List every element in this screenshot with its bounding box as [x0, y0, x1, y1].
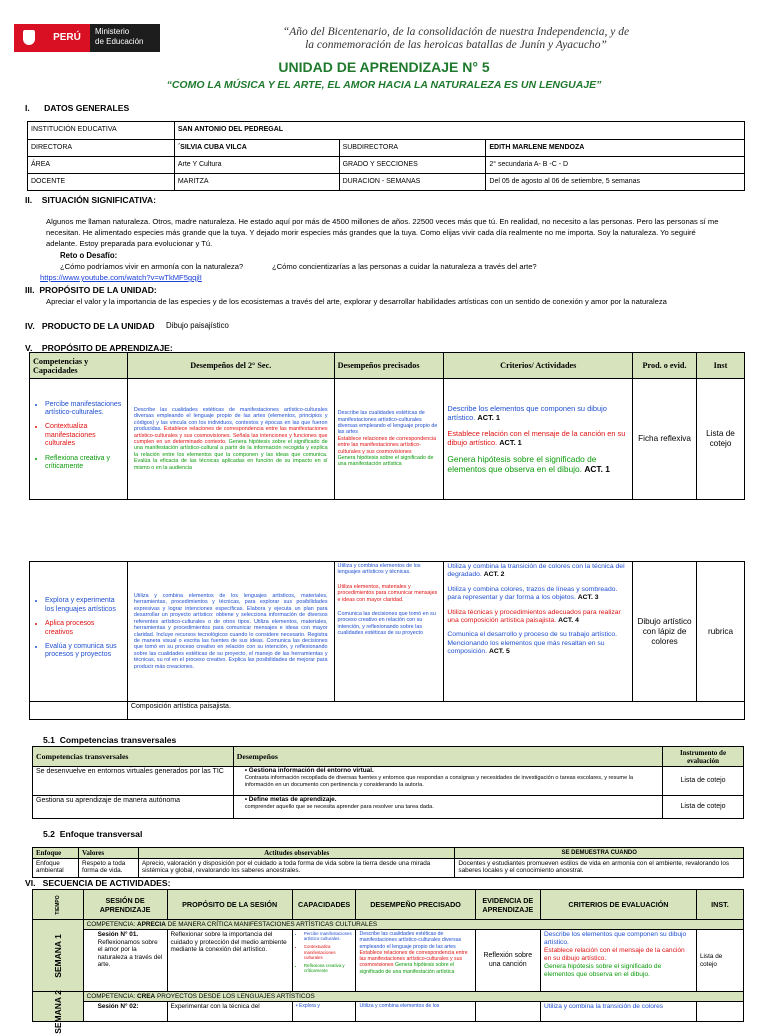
learning-footer: Composición artística paisajista.: [127, 702, 744, 720]
competence-rest: PROYECTOS DESDE LOS LENGUAJES ARTÍSTICOS: [156, 993, 315, 1000]
approach-enfoque: Enfoque ambiental: [33, 859, 79, 878]
week-label: SEMANA 2: [52, 990, 63, 1034]
general-value: SAN ANTONIO DEL PEDREGAL: [174, 122, 744, 140]
learning-heading: V. PROPÓSITO DE APRENDIZAJE:: [25, 343, 173, 353]
purpose-heading: III. PROPÓSITO DE LA UNIDAD:: [25, 285, 157, 295]
capacity-item: • Reflexiona creativa y críticamente: [45, 455, 124, 472]
logo-ministry-line2: de Educación: [95, 37, 144, 46]
general-label: INSTITUCIÓN EDUCATIVA: [28, 122, 175, 140]
approach-demonstrates: Docentes y estudiantes promueven estilos de vida en armonía con el ambiente, revalorando los saberes locales y el conocimiento ancestral.: [455, 859, 744, 878]
session-row: Sesión N° 02: Experimentar con la técnica del • Explora y Utiliza y combina elementos de los Utiliza y combina la transición de colores: [33, 1002, 744, 1022]
transversal-instrument: Lista de cotejo: [663, 767, 744, 796]
precised-a: Utiliza y combina elementos de los lenguajes artísticos y técnicas.: [337, 563, 421, 576]
general-table: [27, 121, 745, 191]
ministry-logo: [14, 24, 160, 52]
learning-table: [29, 352, 745, 500]
transversal-competence: Gestiona su aprendizaje de manera autónoma: [33, 796, 234, 819]
transversal-row: Se desenvuelve en entornos virtuales generados por las TIC ▪ Gestiona información del entorno virtual. Contrasta información recopilada de diversas fuentes y entornos que respondan a consignas y necesidades de investigación o tareas escolares, y resume la información en un documento con pertinencia y considerando la autoría. Lista de cotejo: [33, 767, 744, 796]
activity-tag: ACT. 4: [558, 617, 579, 625]
peru-shield-icon: [14, 24, 44, 52]
session-instrument: Lista de cotejo: [696, 930, 743, 992]
capacity-item: Explora y: [298, 1003, 320, 1009]
approach-attitudes: Aprecio, valoración y disposición por el cuidado a toda forma de vida sobre la tierra desde una mirada sistémica y global, revalorando los saberes ancestrales.: [138, 859, 455, 878]
logo-ministry-line1: Ministerio: [95, 27, 130, 36]
col-header: Competencias transversales: [33, 747, 234, 767]
general-value: EDITH MARLENE MENDOZA: [486, 140, 745, 157]
challenge-question-1: ¿Cómo podríamos vivir en armonía con la naturaleza?: [60, 262, 244, 271]
competence-name: CREA: [137, 993, 156, 1000]
competence-rest: DE MANERA CRÍTICA MANIFESTACIONES ARTÍSTICAS CULTURALES: [167, 921, 378, 928]
activity-tag: ACT. 5: [488, 648, 510, 656]
product-cell: Dibujo artístico con lápiz de colores: [633, 562, 697, 702]
general-row: [28, 174, 745, 191]
general-value: MARITZA: [174, 174, 339, 191]
col-header: Prod. o evid.: [633, 353, 697, 379]
approach-header-row: [33, 848, 744, 859]
capacity-item: • Percibe manifestaciones artístico-culturales.: [45, 401, 124, 418]
col-header: Criterios/ Actividades: [444, 353, 633, 379]
video-link[interactable]: https://www.youtube.com/watch?v=wTkMF5gqjlI: [40, 273, 202, 282]
sequence-header-row: [33, 890, 744, 920]
general-row: [28, 140, 745, 157]
general-label: DIRECTORA: [28, 140, 175, 157]
instrument-cell: Lista de cotejo: [697, 379, 745, 500]
session-evidence: Reflexión sobre una canción: [475, 930, 540, 992]
challenge-label: Reto o Desafío:: [60, 251, 118, 260]
general-label: SUBDIRECTORA: [339, 140, 486, 157]
criterion-blue: Describe los elementos que componen su dibujo artístico.: [447, 404, 607, 422]
product-heading: IV. PRODUCTO DE LA UNIDAD: [25, 321, 155, 331]
capacity-item: • Percibe manifestaciones artístico-culturales.: [304, 931, 353, 941]
criterion-a: Utiliza y combina la transición de colores con la técnica del degradado.: [447, 563, 625, 579]
criterion-blue: Describe los elementos que componen su dibujo artístico.: [543, 931, 687, 946]
precised-red: Establece relaciones de correspondencia entre las manifestaciones artístico-culturales y sus cosmovisiones: [359, 949, 468, 969]
col-header: Desempeños: [233, 747, 662, 767]
situation-heading: II. SITUACIÓN SIGNIFICATIVA:: [25, 195, 156, 205]
session-title: Sesión N° 01.: [97, 931, 139, 938]
precised-red: Establece relaciones de correspondencia entre las manifestaciones artístico-culturales y sus cosmovisiones: [337, 435, 437, 455]
col-header: CAPACIDADES: [292, 890, 356, 920]
criterion-b: Utiliza y combina colores, trazos de líneas y sombreado. para representar y dar forma a los objetos.: [447, 585, 618, 602]
unit-subtitle: “COMO LA MÚSICA Y EL ARTE, EL AMOR HACIA LA NATURALEZA ES UN LENGUAJE”: [166, 79, 602, 91]
col-header: DESEMPEÑO PRECISADO: [356, 890, 475, 920]
col-header: SE DEMUESTRA CUANDO: [455, 848, 744, 859]
col-header: EVIDENCIA DE APRENDIZAJE: [475, 890, 540, 920]
general-value: Arte Y Cultura: [174, 157, 339, 174]
general-value: Del 05 de agosto al 06 de setiembre, 5 semanas: [486, 174, 745, 191]
approach-values: Respeto a toda forma de vida.: [78, 859, 138, 878]
sequence-table: [32, 889, 744, 1034]
transversal-performance-desc: Contrasta información recopilada de diversas fuentes y entornos que respondan a consignas y necesidades de investigación o tareas escolares, y resume la información en un documento con pertinencia y considerando la autoría.: [244, 774, 634, 788]
instrument-cell: rubrica: [697, 562, 745, 702]
col-header: Instrumento de evaluación: [663, 747, 744, 767]
col-header: Competencias y Capacidades: [30, 353, 128, 379]
unit-title: UNIDAD DE APRENDIZAJE N° 5: [278, 59, 490, 75]
competence-row: [33, 992, 744, 1002]
motto-line1: “Año del Bicentenario, de la consolidación de nuestra Independencia, y de: [282, 26, 630, 38]
activity-tag: ACT. 1: [477, 413, 501, 422]
col-header: Desempeños del 2° Sec.: [127, 353, 334, 379]
general-row: [28, 122, 745, 140]
capacity-item: • Contextualiza manifestaciones culturales: [304, 944, 353, 960]
criterion-red: Establece relación con el mensaje de la canción en su dibujo artístico.: [543, 947, 685, 962]
transversal-competence: Se desenvuelve en entornos virtuales generados por las TIC: [33, 767, 234, 796]
competence-label: COMPETENCIA:: [86, 921, 136, 928]
competence-label: COMPETENCIA:: [86, 993, 136, 1000]
capacity-item: • Reflexiona creativa y críticamente: [304, 963, 353, 973]
approach-row: [33, 859, 744, 878]
approach-table: [32, 847, 744, 878]
col-header: SESIÓN DE APRENDIZAJE: [83, 890, 167, 920]
general-value: 2° secundaria A- B -C - D: [486, 157, 745, 174]
week-label: SEMANA 1: [52, 933, 63, 978]
competence-row: [33, 920, 744, 930]
motto-line2: la conmemoración de las heroicas batallas de Junín y Ayacucho”: [305, 39, 607, 51]
sequence-heading: VI. SECUENCIA DE ACTIVIDADES:: [25, 878, 171, 888]
col-header: Desempeños precisados: [334, 353, 444, 379]
logo-country: PERÚ: [44, 24, 90, 52]
precised-green: Genera hipótesis sobre el significado de una manifestación artística: [337, 455, 434, 468]
session-row: [33, 930, 744, 992]
session-text: Reflexionamos sobre el amor por la naturaleza a través del arte.: [97, 938, 163, 969]
general-value: ´SILVIA CUBA VILCA: [174, 140, 339, 157]
transversal-performance-title: Define metas de aprendizaje.: [248, 796, 337, 803]
general-label: ÁREA: [28, 157, 175, 174]
col-header: INST.: [696, 890, 743, 920]
product-cell: Ficha reflexiva: [633, 379, 697, 500]
criterion-red: Establece relación con el mensaje de la canción en su dibujo artístico.: [447, 429, 626, 447]
motto: [176, 26, 736, 52]
session-title: Sesión N° 02:: [83, 1002, 167, 1022]
performance-blue: Describe las cualidades estéticas de manifestaciones artístico-culturales diversas empleando el lenguaje propio de las artes (elementos, principios y códigos) y las vincula con los individuos, contextos y épocas en las que fueron producidas.: [133, 406, 328, 433]
performance-red: Establece relaciones de correspondencia entre las manifestaciones artístico-culturales y sus cosmovisiones. Señala las intenciones y funciones que cumplen en un determinado contexto.: [133, 426, 328, 445]
col-header: PROPÓSITO DE LA SESIÓN: [167, 890, 292, 920]
general-label: GRADO Y SECCIONES: [339, 157, 486, 174]
criterion-c: Utiliza técnicas y procedimientos adecuados para realizar una composición artística paisajista.: [447, 608, 621, 625]
col-header: Enfoque: [33, 848, 79, 859]
col-header: Actitudes observables: [138, 848, 455, 859]
precised-c: Comunica las decisiones que tomó en su proceso creativo en relación con su intención, y reflexionando sobre las cualidades estéticas de su proyecto: [337, 611, 436, 637]
precised-b: Utiliza elementos, materiales y procedimientos para comunicar mensajes e ideas con mayor claridad.: [337, 583, 438, 603]
criterion-green: Genera hipótesis sobre el significado de elementos que observa en el dibujo.: [543, 963, 662, 978]
precised-blue: Describe las cualidades estéticas de manifestaciones artístico-culturales diversas empleando el lenguaje propio de las artes: [337, 410, 438, 436]
criterion-green: Genera hipótesis sobre el significado de elementos que observa en el dibujo.: [447, 454, 597, 474]
capacity-item: • Contextualiza manifestaciones culturales: [45, 423, 124, 448]
transversal-heading: 5.1 Competencias transversales: [43, 735, 177, 745]
performance-blue: Utiliza y combina elementos de los lenguajes artísticos, materiales, herramientas, procedimientos y técnicas, para explorar sus posibilidades expresivas y lograr intenciones específicas. Elabora y ejecuta un plan para desarrollar un proyecto artístico: obtiene y selecciona información de diversos referentes artístico-culturales o de otros tipos. Utiliza elementos, materiales, herramientas y procedimientos para comunicar mensajes e ideas con mayor claridad. Incluye recursos tecnológicos cuando lo considere necesario. Registra de manera visual o escrita las fuentes de sus ideas. Comunica las decisiones que tomó en su proceso creativo en relación con su intención, y reflexionando sobre las cualidades estéticas de su proyecto, el manejo de las herramientas y técnicas, su rol en el proceso creativo. Explica las posibilidades de mejorar para producir más creaciones.: [127, 562, 334, 702]
approach-heading: 5.2 Enfoque transversal: [43, 829, 143, 839]
precised-blue: Utiliza y combina elementos de los: [356, 1002, 475, 1022]
learning-row-2: [30, 562, 745, 702]
competence-name: APRECIA: [137, 921, 166, 928]
col-header: CRITERIOS DE EVALUACIÓN: [540, 890, 696, 920]
col-header: Valores: [78, 848, 138, 859]
purpose-text: Apreciar el valor y la importancia de las especies y de los ecosistemas a través del arte, explorar y desarrollar habilidades artísticas con un sentido de conexión y amor por la naturaleza: [46, 297, 667, 306]
learning-footer-row: [30, 702, 745, 720]
learning-table-continued: [29, 561, 745, 720]
transversal-performance-desc: comprender aquello que se necesita aprender para resolver una tarea dada.: [244, 803, 434, 810]
general-row: [28, 157, 745, 174]
performance-green: Genera hipótesis sobre el significado de una manifestación artístico-cultural a partir de la información recogida y explica la relación entre los elementos que la componen y las ideas que comunica. Evalúa la eficacia de las técnicas aplicadas en función de su impacto en sí mismo o en la audiencia: [133, 439, 328, 471]
activity-tag: ACT. 3: [577, 594, 599, 602]
session-purpose: Reflexionar sobre la importancia del cuidado y protección del medio ambiente mediante la conexión del artístico.: [167, 930, 292, 992]
capacity-item: • Explora y experimenta los lenguajes artísticos: [45, 597, 124, 614]
session-purpose: Experimentar con la técnica del: [167, 1002, 292, 1022]
capacities-list: [33, 597, 124, 659]
challenge-question-2: ¿Cómo concientizarías a las personas a cuidar la naturaleza a través del arte?: [272, 262, 537, 271]
capacity-item: • Aplica procesos creativos: [45, 620, 124, 637]
transversal-header-row: [33, 747, 744, 767]
precised-blue: Describe las cualidades estéticas de manifestaciones artístico-culturales diversas empleando el lenguaje propio de las artes: [359, 931, 462, 950]
general-label: DURACION - SEMANAS: [339, 174, 486, 191]
transversal-instrument: Lista de cotejo: [663, 796, 744, 819]
precised-green: Genera hipótesis sobre el significado de una manifestación artística: [359, 962, 455, 975]
capacities-list: [33, 401, 124, 472]
activity-tag: ACT. 1: [499, 438, 522, 447]
transversal-performance-title: Gestiona información del entorno virtual.: [248, 767, 374, 774]
transversal-row: Gestiona su aprendizaje de manera autónoma ▪ Define metas de aprendizaje. comprender aquello que se necesita aprender para resolver una tarea dada. Lista de cotejo: [33, 796, 744, 819]
transversal-table: [32, 746, 744, 819]
col-header: Inst: [697, 353, 745, 379]
capacities-list: [296, 931, 353, 973]
activity-tag: ACT. 2: [483, 571, 505, 579]
situation-text: Algunos me llaman naturaleza. Otros, madre naturaleza. He estado aquí por más de 4500 millones de años. 22500 veces más que tú. En realidad, no necesito a las personas. Pero las personas sí me necesitan. He alimentado especies más grande que la tuya. Y dejado morir especies más grandes que la tuya. Como elijas vivir cada día realmente no me importa. Soy la naturaleza. Yo seguiré adelante. Estoy preparada para evolucionar y Tú.: [46, 217, 719, 248]
product-value: Dibujo paisajístico: [166, 321, 229, 330]
activity-tag: ACT. 1: [584, 464, 610, 474]
general-label: DOCENTE: [28, 174, 175, 191]
col-header: TIEMPO: [54, 894, 61, 915]
general-heading: I. DATOS GENERALES: [25, 103, 130, 113]
capacity-item: • Evalúa y comunica sus procesos y proyectos: [45, 643, 124, 660]
learning-row-1: [30, 379, 745, 500]
criterion-d: Comunica el desarrollo y proceso de su trabajo artístico. Mencionando los elementos que más resaltan en su composición.: [447, 631, 618, 656]
learning-header-row: [30, 353, 745, 379]
criterion-blue: Utiliza y combina la transición de colores: [540, 1002, 696, 1022]
